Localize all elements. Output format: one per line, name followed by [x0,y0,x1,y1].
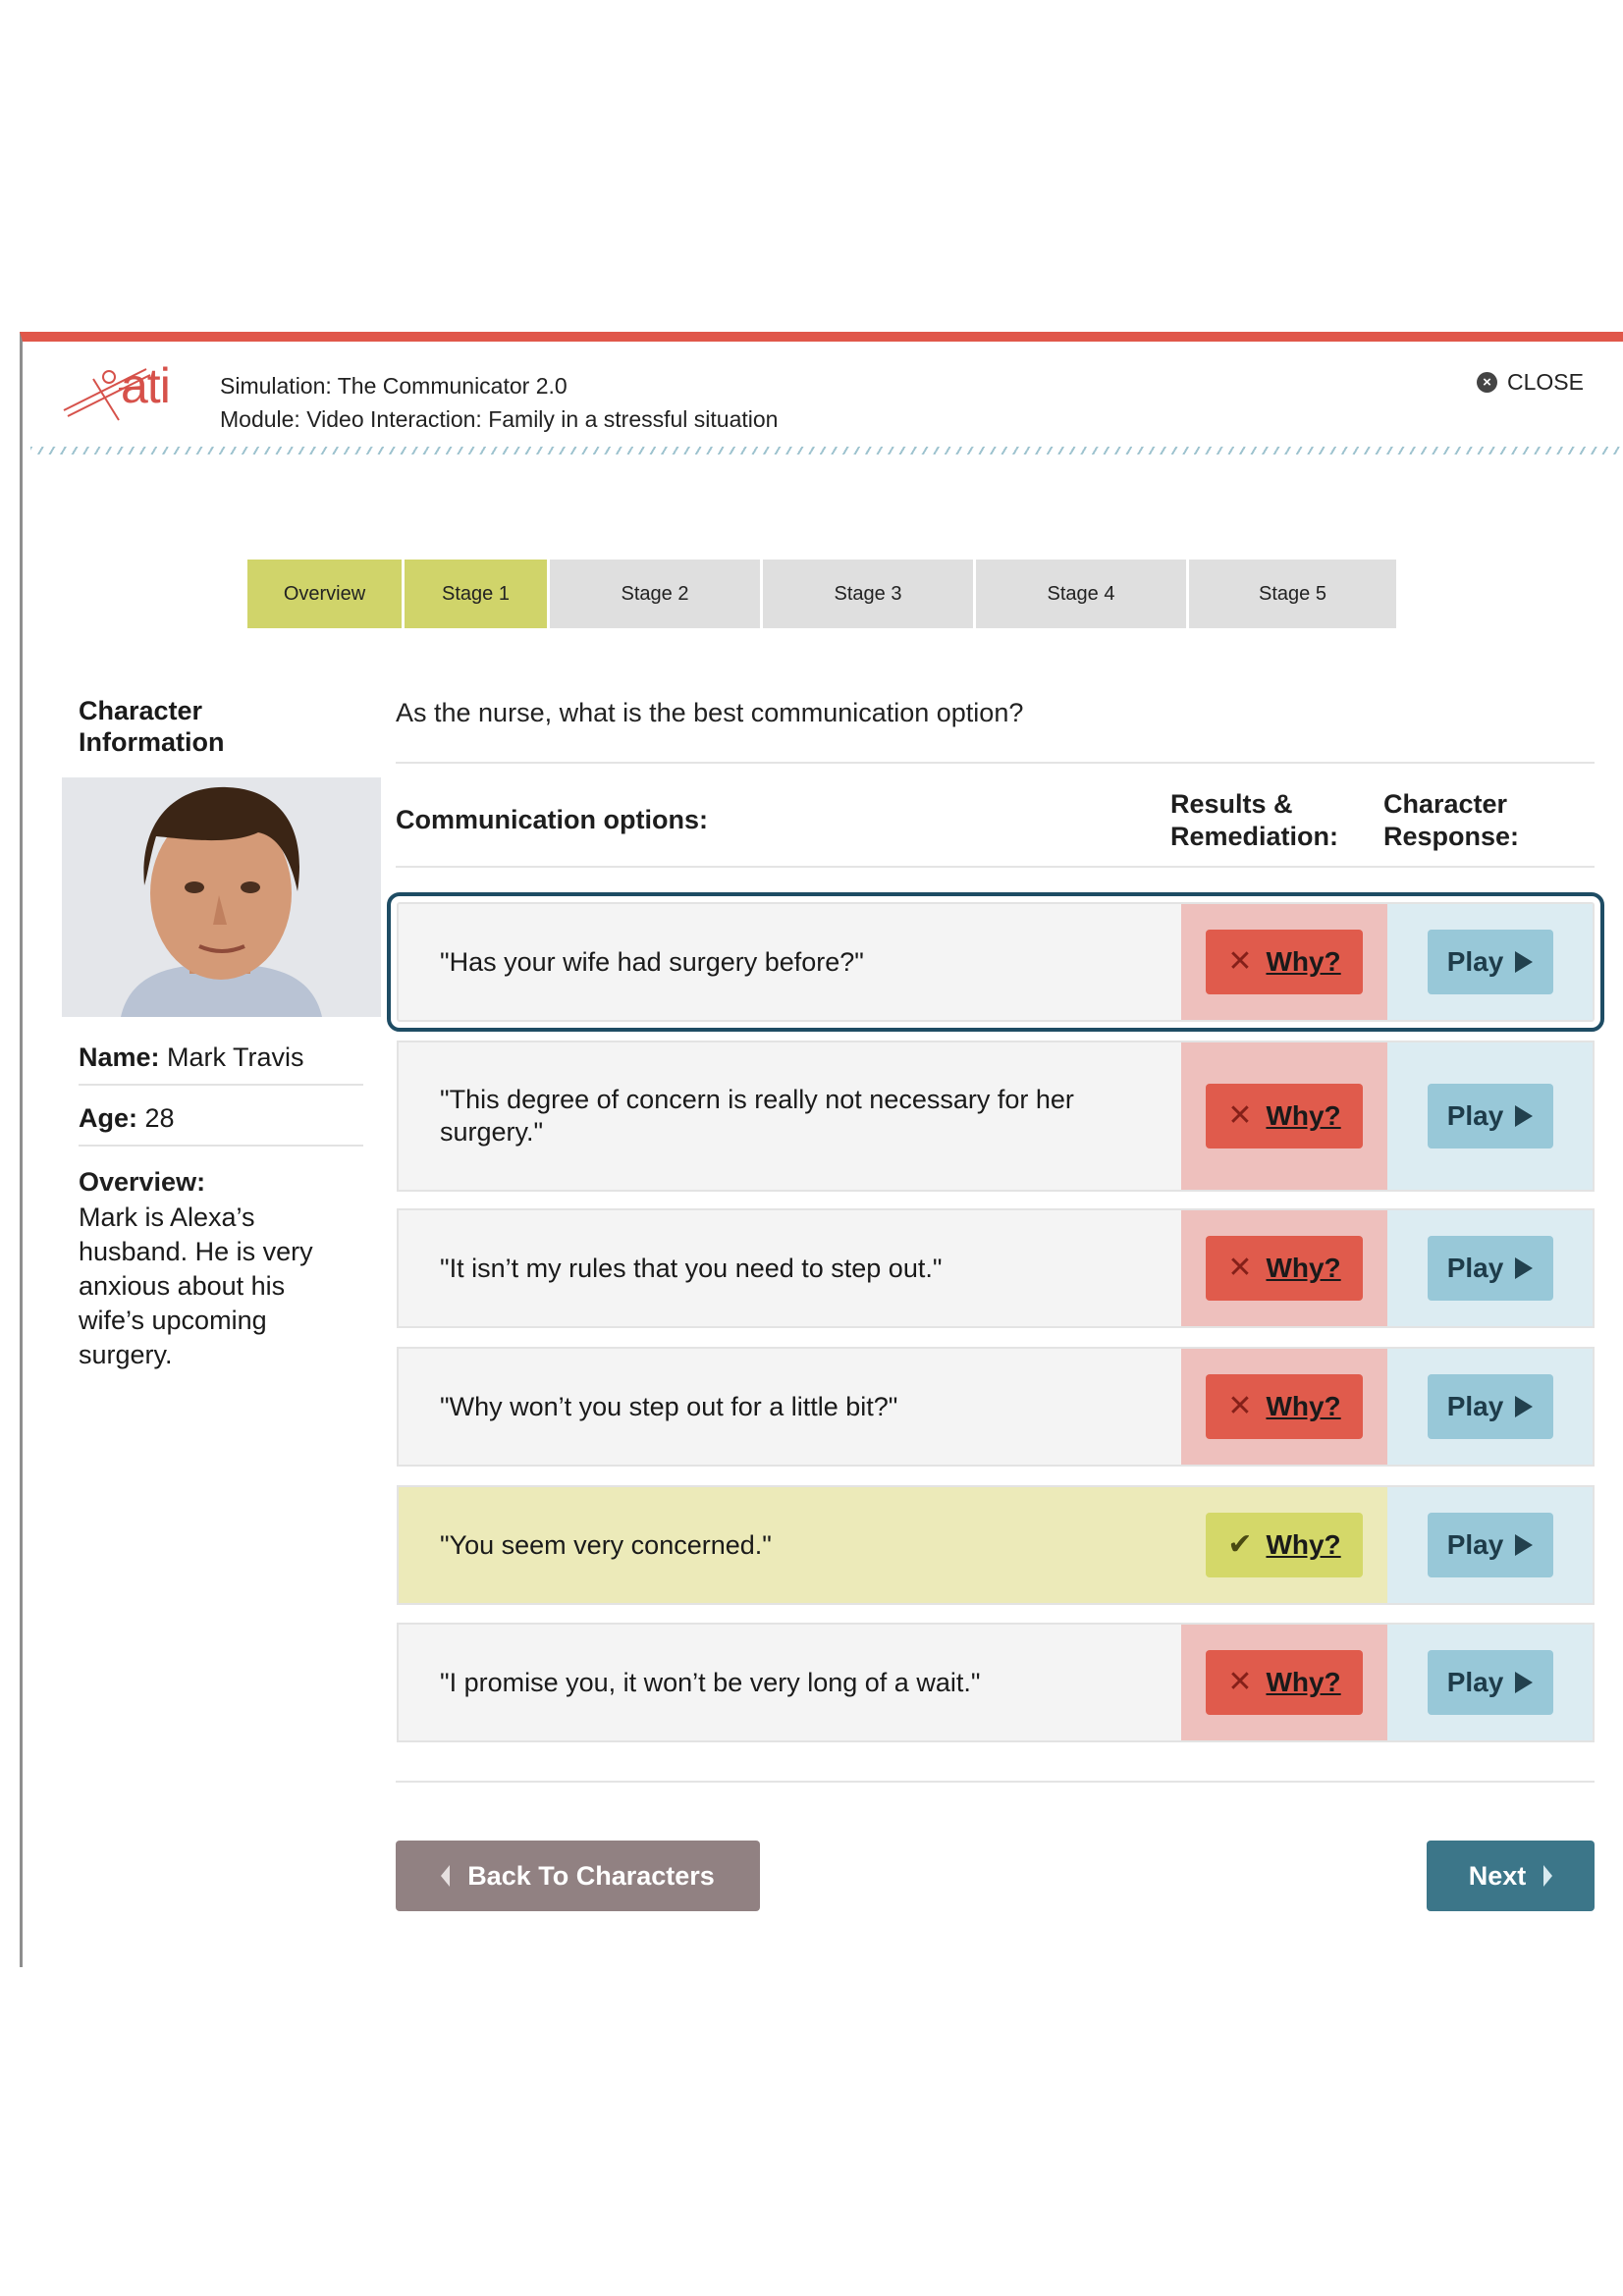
character-age: 28 [144,1103,175,1133]
option-text: "I promise you, it won’t be very long of a wait." [440,1667,981,1697]
tab-stage-1[interactable] [405,560,550,628]
why-label: Why? [1266,1391,1341,1421]
simulation-window [20,332,1623,1967]
tab-overview[interactable] [247,560,405,628]
name-label: Name: [79,1042,160,1072]
result-cell [1181,1625,1387,1740]
x-icon: ✕ [1227,1252,1253,1284]
play-label: Play [1446,1667,1504,1697]
simulation-title: Simulation: The Communicator 2.0 [220,373,568,399]
header [23,342,1623,450]
tab-stage-2[interactable] [550,560,763,628]
tab-label: Stage 5 [1259,582,1326,605]
why-label: Why? [1266,1253,1341,1283]
back-label: Back To Characters [467,1860,715,1891]
why-button[interactable] [1206,930,1363,994]
play-icon [1515,1534,1533,1556]
why-button[interactable] [1206,1650,1363,1715]
option-text: "This degree of concern is really not necessary for her surgery." [440,1085,1074,1147]
response-cell [1387,1349,1593,1465]
stage-tabs [247,560,1399,628]
back-to-characters-button[interactable] [396,1841,760,1911]
option-text: "You seem very concerned." [440,1529,772,1560]
play-button[interactable] [1428,930,1553,994]
play-button[interactable] [1428,1374,1553,1439]
close-icon: × [1477,372,1497,393]
close-button[interactable] [1477,369,1584,396]
header-divider [30,447,1623,454]
character-name: Mark Travis [167,1042,304,1072]
divider [396,1781,1595,1783]
tab-label: Stage 3 [834,582,902,605]
character-age-row [79,1103,363,1134]
response-cell [1387,1210,1593,1326]
x-icon: ✕ [1227,1099,1253,1132]
play-button[interactable] [1428,1236,1553,1301]
communication-options-header: Communication options: [396,805,708,834]
overview-text: Mark is Alexa’s husband. He is very anxious about his wife’s upcoming surgery. [79,1202,313,1369]
result-cell [1181,1349,1387,1465]
character-name-row [79,1042,363,1073]
result-cell [1181,1487,1387,1603]
response-cell [1387,1625,1593,1740]
results-header: Results & Remediation: [1170,789,1339,851]
option-row [397,902,1595,1022]
question-prompt: As the nurse, what is the best communication option? [396,698,1024,727]
option-row [397,1041,1595,1192]
play-icon [1515,951,1533,973]
x-icon: ✕ [1227,1390,1253,1422]
play-label: Play [1446,1391,1504,1421]
play-button[interactable] [1428,1513,1553,1577]
option-text: "Has your wife had surgery before?" [440,946,864,977]
why-button[interactable] [1206,1513,1363,1577]
close-label: CLOSE [1507,369,1584,395]
tab-label: Stage 2 [621,582,689,605]
option-row [397,1485,1595,1605]
play-icon [1515,1257,1533,1279]
result-cell [1181,1042,1387,1190]
play-label: Play [1446,1100,1504,1131]
why-label: Why? [1266,1100,1341,1131]
chevron-left-icon [441,1865,450,1887]
play-button[interactable] [1428,1084,1553,1148]
play-label: Play [1446,1253,1504,1283]
tab-stage-3[interactable] [763,560,976,628]
module-title: Module: Video Interaction: Family in a stressful situation [220,406,779,432]
age-label: Age: [79,1103,137,1133]
why-label: Why? [1266,946,1341,977]
divider [79,1145,363,1147]
option-text: "Why won’t you step out for a little bit?" [440,1391,898,1421]
why-button[interactable] [1206,1236,1363,1301]
tab-label: Stage 4 [1047,582,1115,605]
logo-wordmark: ati [121,358,170,413]
option-row [397,1208,1595,1328]
character-photo [62,777,381,1017]
tab-label: Stage 1 [442,582,510,605]
tab-stage-5[interactable] [1189,560,1399,628]
response-cell [1387,1487,1593,1603]
next-button[interactable] [1427,1841,1595,1911]
why-button[interactable] [1206,1084,1363,1148]
divider [396,866,1595,868]
option-text: "It isn’t my rules that you need to step out." [440,1253,943,1283]
play-label: Play [1446,1529,1504,1560]
overview-label: Overview: [79,1167,206,1197]
chevron-right-icon [1543,1865,1552,1887]
response-header: Character Response: [1383,789,1520,851]
character-info-title: Character Information [79,696,225,757]
response-cell [1387,904,1593,1020]
why-label: Why? [1266,1667,1341,1697]
divider [79,1084,363,1086]
divider [396,762,1595,764]
play-button[interactable] [1428,1650,1553,1715]
response-cell [1387,1042,1593,1190]
why-label: Why? [1266,1529,1341,1560]
tab-label: Overview [283,582,366,605]
next-label: Next [1468,1860,1527,1891]
play-icon [1515,1396,1533,1417]
tab-stage-4[interactable] [976,560,1189,628]
x-icon: ✕ [1227,945,1253,978]
check-icon: ✔ [1227,1528,1253,1561]
play-label: Play [1446,946,1504,977]
why-button[interactable] [1206,1374,1363,1439]
option-row [397,1623,1595,1742]
result-cell [1181,904,1387,1020]
result-cell [1181,1210,1387,1326]
x-icon: ✕ [1227,1666,1253,1698]
play-icon [1515,1105,1533,1127]
play-icon [1515,1672,1533,1693]
option-row [397,1347,1595,1467]
